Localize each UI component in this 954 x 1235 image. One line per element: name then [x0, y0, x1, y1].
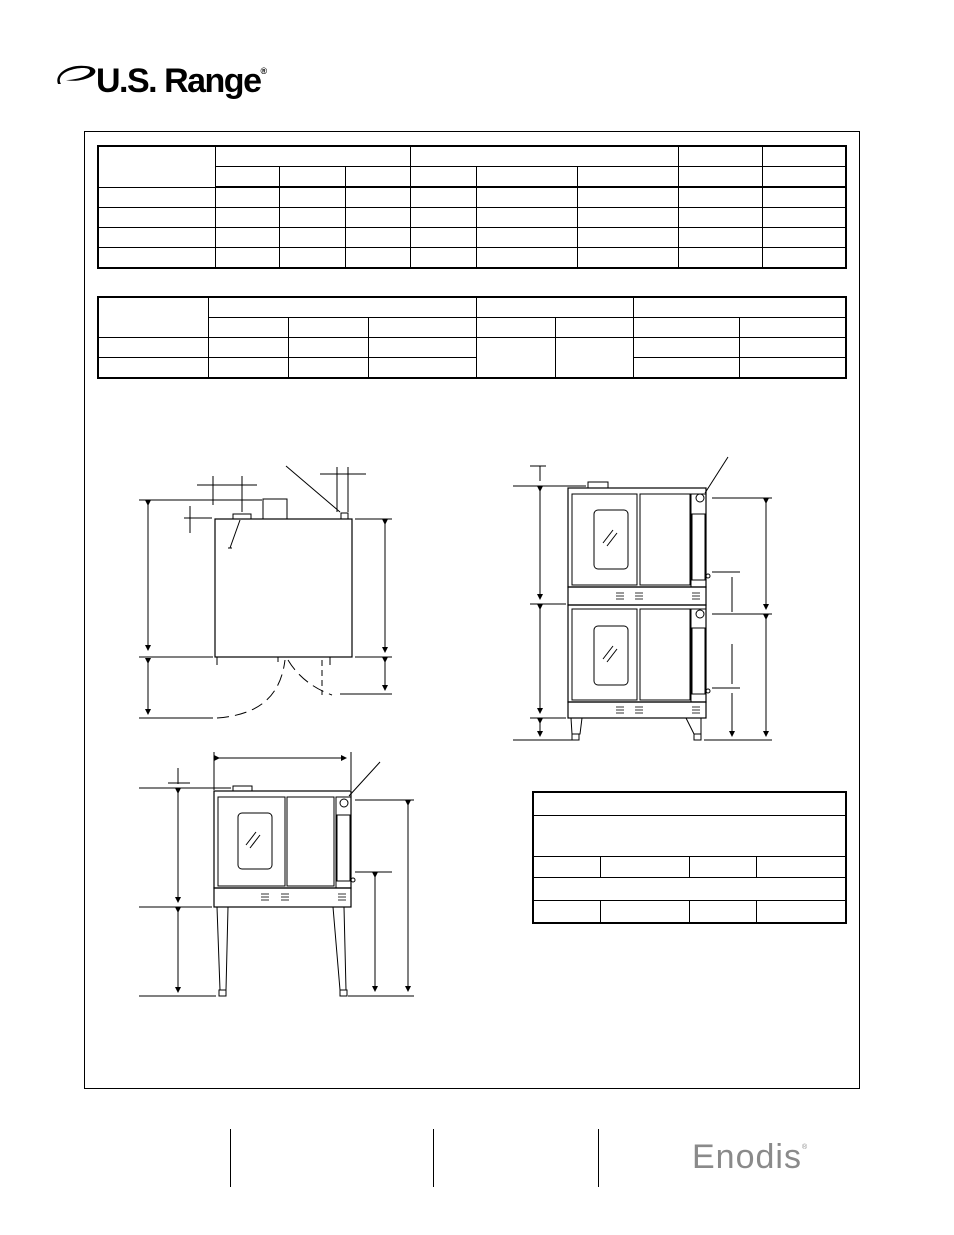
top-view-drawing [139, 466, 392, 718]
single-oven-front-view [139, 752, 414, 996]
enodis-logo: Enodis® [692, 1138, 809, 1176]
footer-divider [230, 1129, 231, 1187]
footer-divider [598, 1129, 599, 1187]
footer-divider [433, 1129, 434, 1187]
brand-name: U.S. Range® [96, 62, 266, 100]
double-oven-front-view [513, 457, 772, 740]
